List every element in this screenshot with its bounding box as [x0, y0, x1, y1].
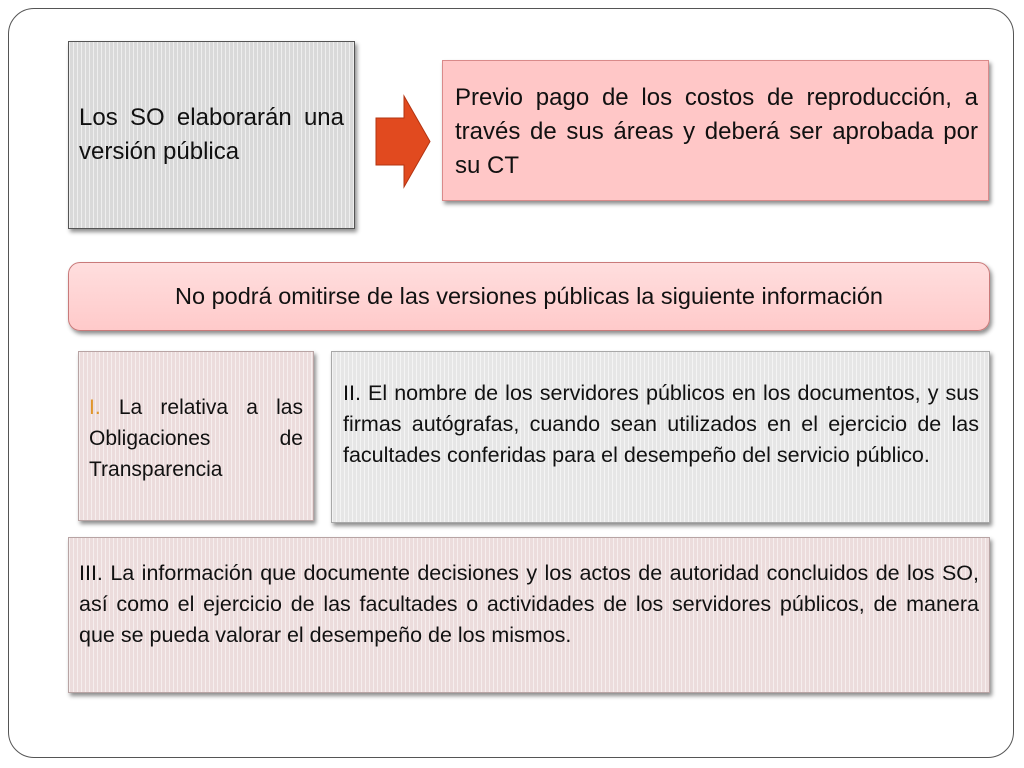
item-i-numeral: I. — [89, 396, 101, 419]
item-ii-box — [331, 351, 990, 523]
item-i-box — [78, 351, 314, 521]
item-i-text: La relativa a las Obligaciones de Transparencia — [89, 396, 303, 481]
omitirse-banner — [68, 262, 990, 331]
versión-pública-text: Los SO elaborarán una versión pública — [79, 104, 344, 165]
item-ii-text: II. El nombre de los servidores públicos en los documentos, y sus firmas autógrafas, cuando sean utilizados en el ejercicio de las facultades conferidas para el desempeño del servicio público. — [343, 381, 979, 467]
costos-reproduccion-box — [442, 60, 989, 201]
item-iii-text: III. La información que documente decisiones y los actos de autoridad concluidos de los SO, así como el ejercicio de las facultades o actividades de los servidores públicos, de manera que se pueda valorar el desempeño de los mismos. — [79, 561, 979, 647]
right-arrow-icon — [374, 94, 432, 189]
item-iii-box — [68, 537, 990, 693]
omitirse-banner-text: No podrá omitirse de las versiones públicas la siguiente información — [175, 283, 883, 309]
costos-reproduccion-text: Previo pago de los costos de reproducción, a través de sus áreas y deberá ser aprobada por su CT — [455, 84, 978, 179]
versión-pública-box — [68, 41, 355, 229]
